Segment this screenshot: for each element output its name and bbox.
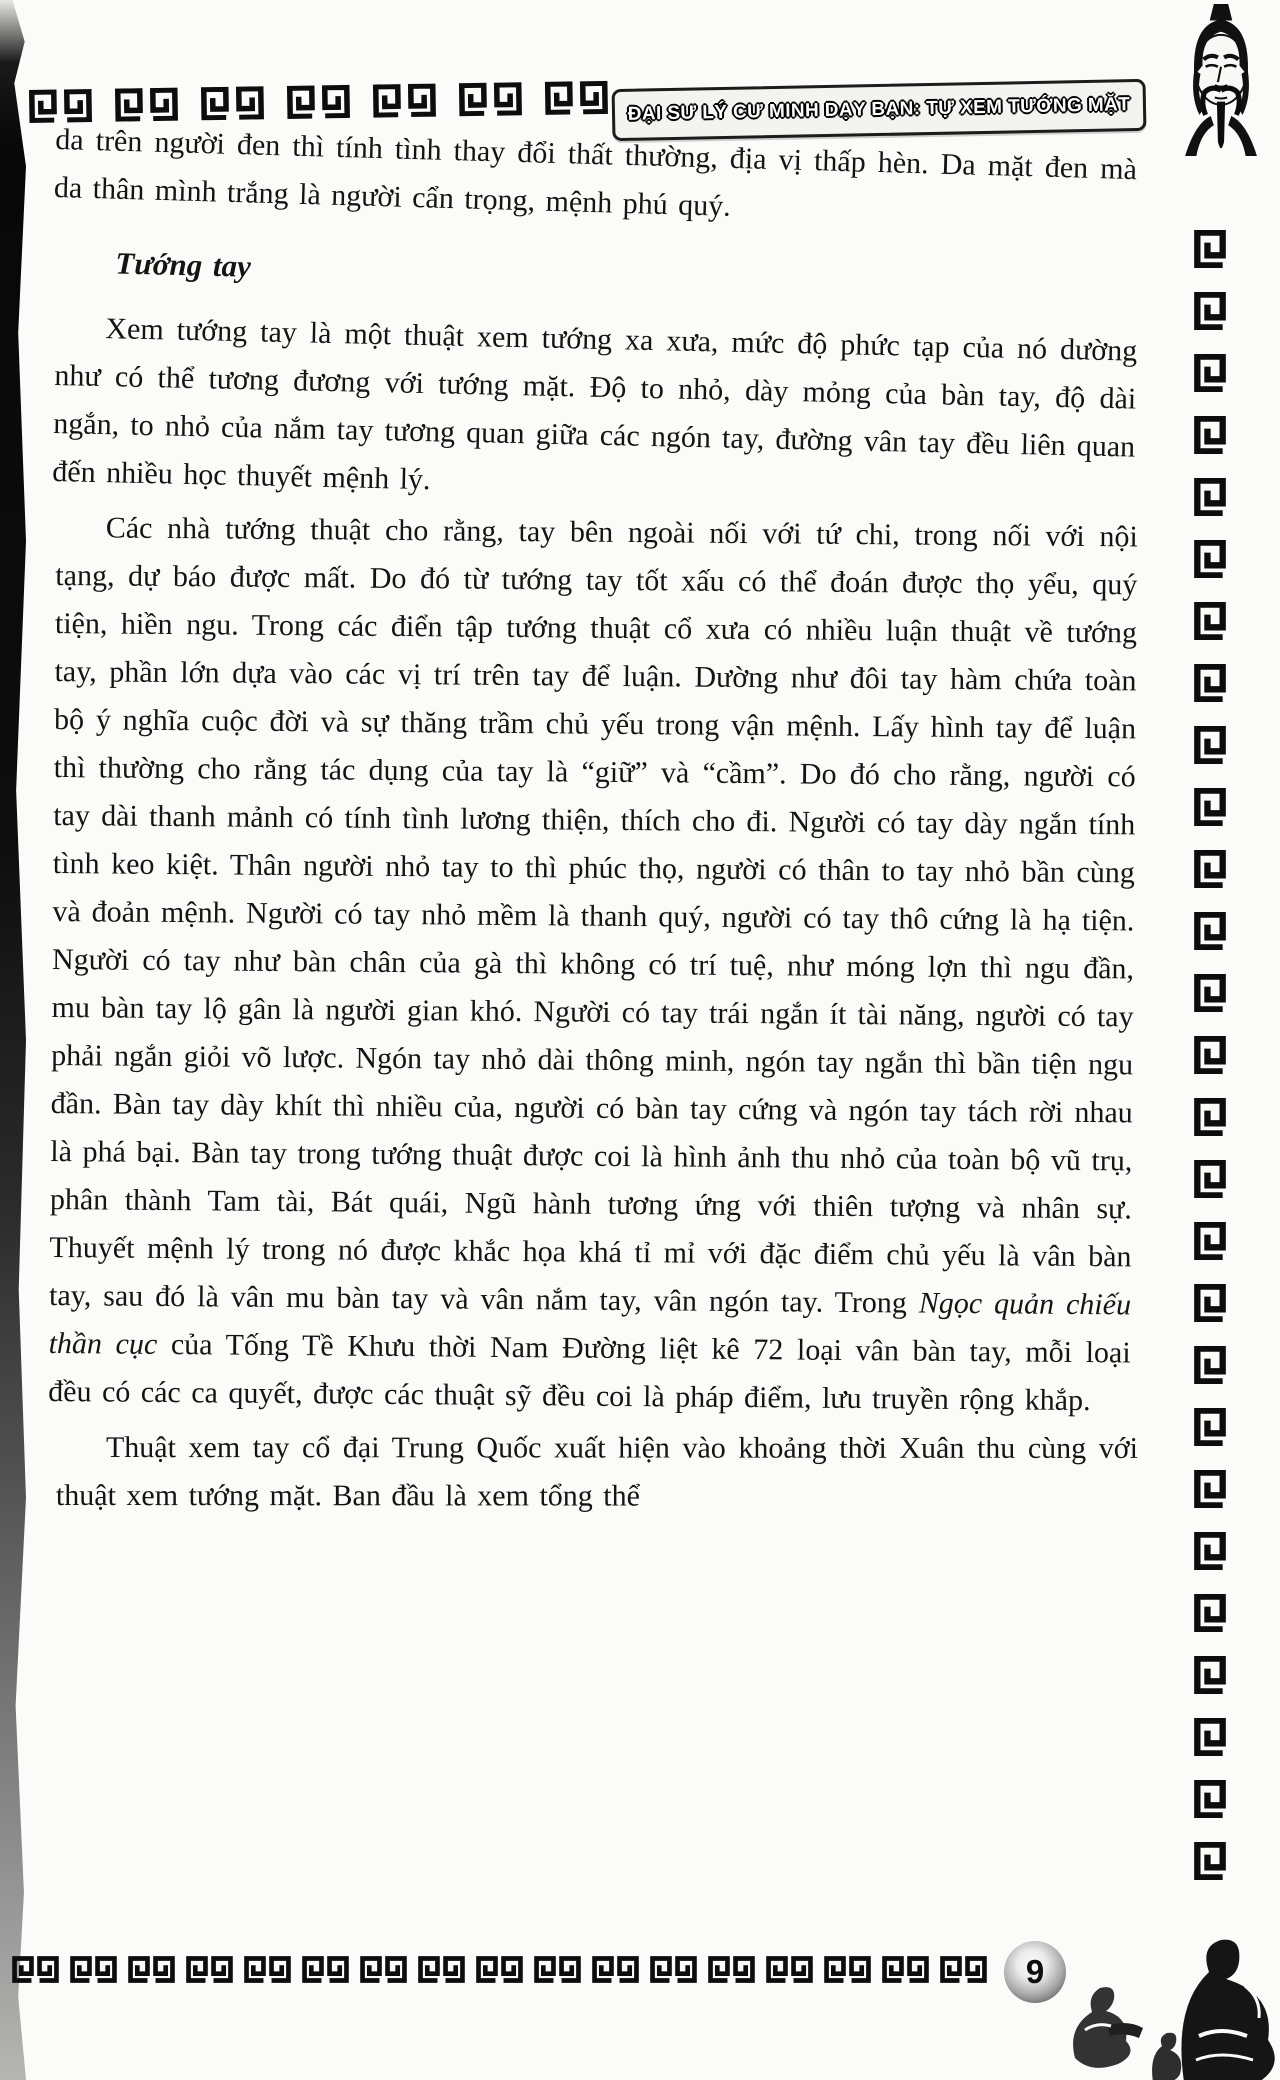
- greek-key-icon: [592, 1956, 639, 1983]
- greek-key-icon: [824, 1956, 871, 1983]
- greek-key-icon: [534, 1956, 581, 1983]
- paragraph-main-text: Các nhà tướng thuật cho rằng, tay bên ngoài nối với tứ chi, trong nối với nội tạng, dự báo được mất. Do đó từ tướng tay tốt xấu có thể đoán được thọ yểu, quý tiện, hiền ngu. Trong các điển tập tướng thuật cổ xưa có nhiều luận thuật về tướng tay, phần lớn dựa vào các vị trí trên tay để luận. Dường như đôi tay hàm chứa toàn bộ ý nghĩa cuộc đời và sự thăng trầm chủ yếu trong vận mệnh. Lấy hình tay để luận thì thường cho rằng tác dụng của tay là “giữ” và “cầm”. Do đó cho rằng, người có tay dài thanh mảnh có tính tình lương thiện, thích cho đi. Người có tay dày ngắn tính tình keo kiệt. Thân người nhỏ tay to thì phúc thọ, người có thân to tay nhỏ bần cùng và đoản mệnh. Người có tay nhỏ mềm là thanh quý, người có tay thô cứng là hạ tiện. Người có tay như bàn chân của gà thì không có trí tuệ, như móng lợn thì ngu đần, mu bàn tay lộ gân là người gian khó. Người có tay trái ngắn ít tài năng, người có tay phải ngắn giỏi võ lược. Ngón tay nhỏ dài thông minh, ngón tay ngắn thì bần tiện ngu đần. Bàn tay dày khít thì nhiều của, người có bàn tay cứng và ngón tay tách rời nhau là phá bại. Bàn tay trong tướng thuật được coi là hình ảnh thu nhỏ của toàn bộ vũ trụ, phân thành Tam tài, Bát quái, Ngũ hành tương ứng với thiên tượng và nhân sự. Thuyết mệnh lý trong nó được khắc họa khá tỉ mỉ với đặc điểm chủ yếu là vân bàn tay, sau đó là vân mu bàn tay và vân nắm tay, vân ngón tay. Trong: [48, 511, 1138, 1320]
- section-heading: Tướng tay: [114, 245, 252, 284]
- greek-key-icon: [1192, 1284, 1228, 1322]
- greek-key-icon: [1192, 292, 1228, 330]
- greek-key-icon: [244, 1956, 291, 1983]
- greek-key-icon: [1192, 1718, 1228, 1756]
- greek-key-icon: [1192, 416, 1228, 454]
- greek-key-icon: [1192, 788, 1228, 826]
- greek-key-icon: [1192, 1842, 1228, 1880]
- paragraph-closing: Thuật xem tay cổ đại Trung Quốc xuất hiện vào khoảng thời Xuân thu cùng với thuật xem tướng mặt. Ban đầu là xem tổng thể: [55, 1431, 1138, 1513]
- greek-key-icon: [544, 81, 610, 115]
- paragraph-intro: Xem tướng tay là một thuật xem tướng xa xưa, mức độ phức tạp của nó dường như có thể tương đương với tướng mặt. Độ to nhỏ, dày mỏng của bàn tay, độ dài ngắn, to nhỏ của nắm tay tương quan giữa các ngón tay, đường vân tay đều liên quan đến nhiều học thuyết mệnh lý.: [51, 312, 1138, 497]
- greek-key-icon: [186, 1956, 233, 1983]
- greek-key-icon: [1192, 850, 1228, 888]
- greek-key-icon: [1192, 664, 1228, 702]
- greek-key-icon: [458, 82, 524, 116]
- greek-key-icon: [1192, 540, 1228, 578]
- greek-key-icon: [372, 84, 438, 118]
- greek-key-icon: [1192, 1532, 1228, 1570]
- greek-key-icon: [1192, 230, 1228, 268]
- greek-key-icon: [1192, 1470, 1228, 1508]
- paragraph-continuation: da trên người đen thì tính tình thay đổi thất thường, địa vị thấp hèn. Da mặt đen mà da thân mình trắng là người cẩn trọng, mệnh phú quý.: [53, 122, 1138, 223]
- greek-key-icon: [1192, 1036, 1228, 1074]
- greek-key-icon: [418, 1956, 465, 1983]
- greek-key-icon: [1192, 1346, 1228, 1384]
- greek-key-icon: [360, 1956, 407, 1983]
- greek-key-icon: [1192, 602, 1228, 640]
- greek-key-icon: [286, 85, 352, 119]
- greek-key-icon: [12, 1956, 59, 1983]
- greek-key-icon: [882, 1956, 929, 1983]
- greek-key-icon: [1192, 1594, 1228, 1632]
- greek-key-icon: [128, 1956, 175, 1983]
- figures-illustration: [1048, 1934, 1280, 2080]
- page-number: 9: [1025, 1953, 1045, 1990]
- greek-key-icon: [1192, 1656, 1228, 1694]
- greek-key-icon: [1192, 1408, 1228, 1446]
- greek-key-icon: [766, 1956, 813, 1983]
- greek-key-icon: [70, 1956, 117, 1983]
- greek-key-icon: [1192, 912, 1228, 950]
- master-face-illustration: [1164, 2, 1278, 156]
- greek-key-icon: [1192, 1160, 1228, 1198]
- chapter-banner-title: ĐẠI SƯ LÝ CƯ MINH DẠY BẠN: TỰ XEM TƯỚNG MẶT: [627, 94, 1131, 125]
- greek-key-icon: [708, 1956, 755, 1983]
- greek-key-icon: [1192, 1098, 1228, 1136]
- greek-key-icon: [476, 1956, 523, 1983]
- greek-key-icon: [1192, 726, 1228, 764]
- greek-key-icon: [1192, 974, 1228, 1012]
- meander-border-right: [1192, 230, 1228, 1880]
- scan-gutter-shadow: [0, 0, 26, 2080]
- greek-key-icon: [1192, 1222, 1228, 1260]
- greek-key-icon: [650, 1956, 697, 1983]
- cited-book-title: Ngọc quản chiếu thần cục: [48, 1286, 1132, 1361]
- paragraph-main-text-end: của Tống Tề Khưu thời Nam Đường liệt kê 72 loại vân bàn tay, mỗi loại đều có các ca quyết, được các thuật sỹ đều coi là pháp điểm, lưu truyền rộng khắp.: [48, 1327, 1131, 1418]
- greek-key-icon: [302, 1956, 349, 1983]
- greek-key-icon: [1192, 478, 1228, 516]
- greek-key-icon: [1192, 354, 1228, 392]
- meander-border-bottom: [12, 1956, 987, 1983]
- greek-key-icon: [1192, 1780, 1228, 1818]
- paragraph-main: [48, 504, 1138, 1425]
- greek-key-icon: [940, 1956, 987, 1983]
- body-text-column: [48, 116, 1138, 1528]
